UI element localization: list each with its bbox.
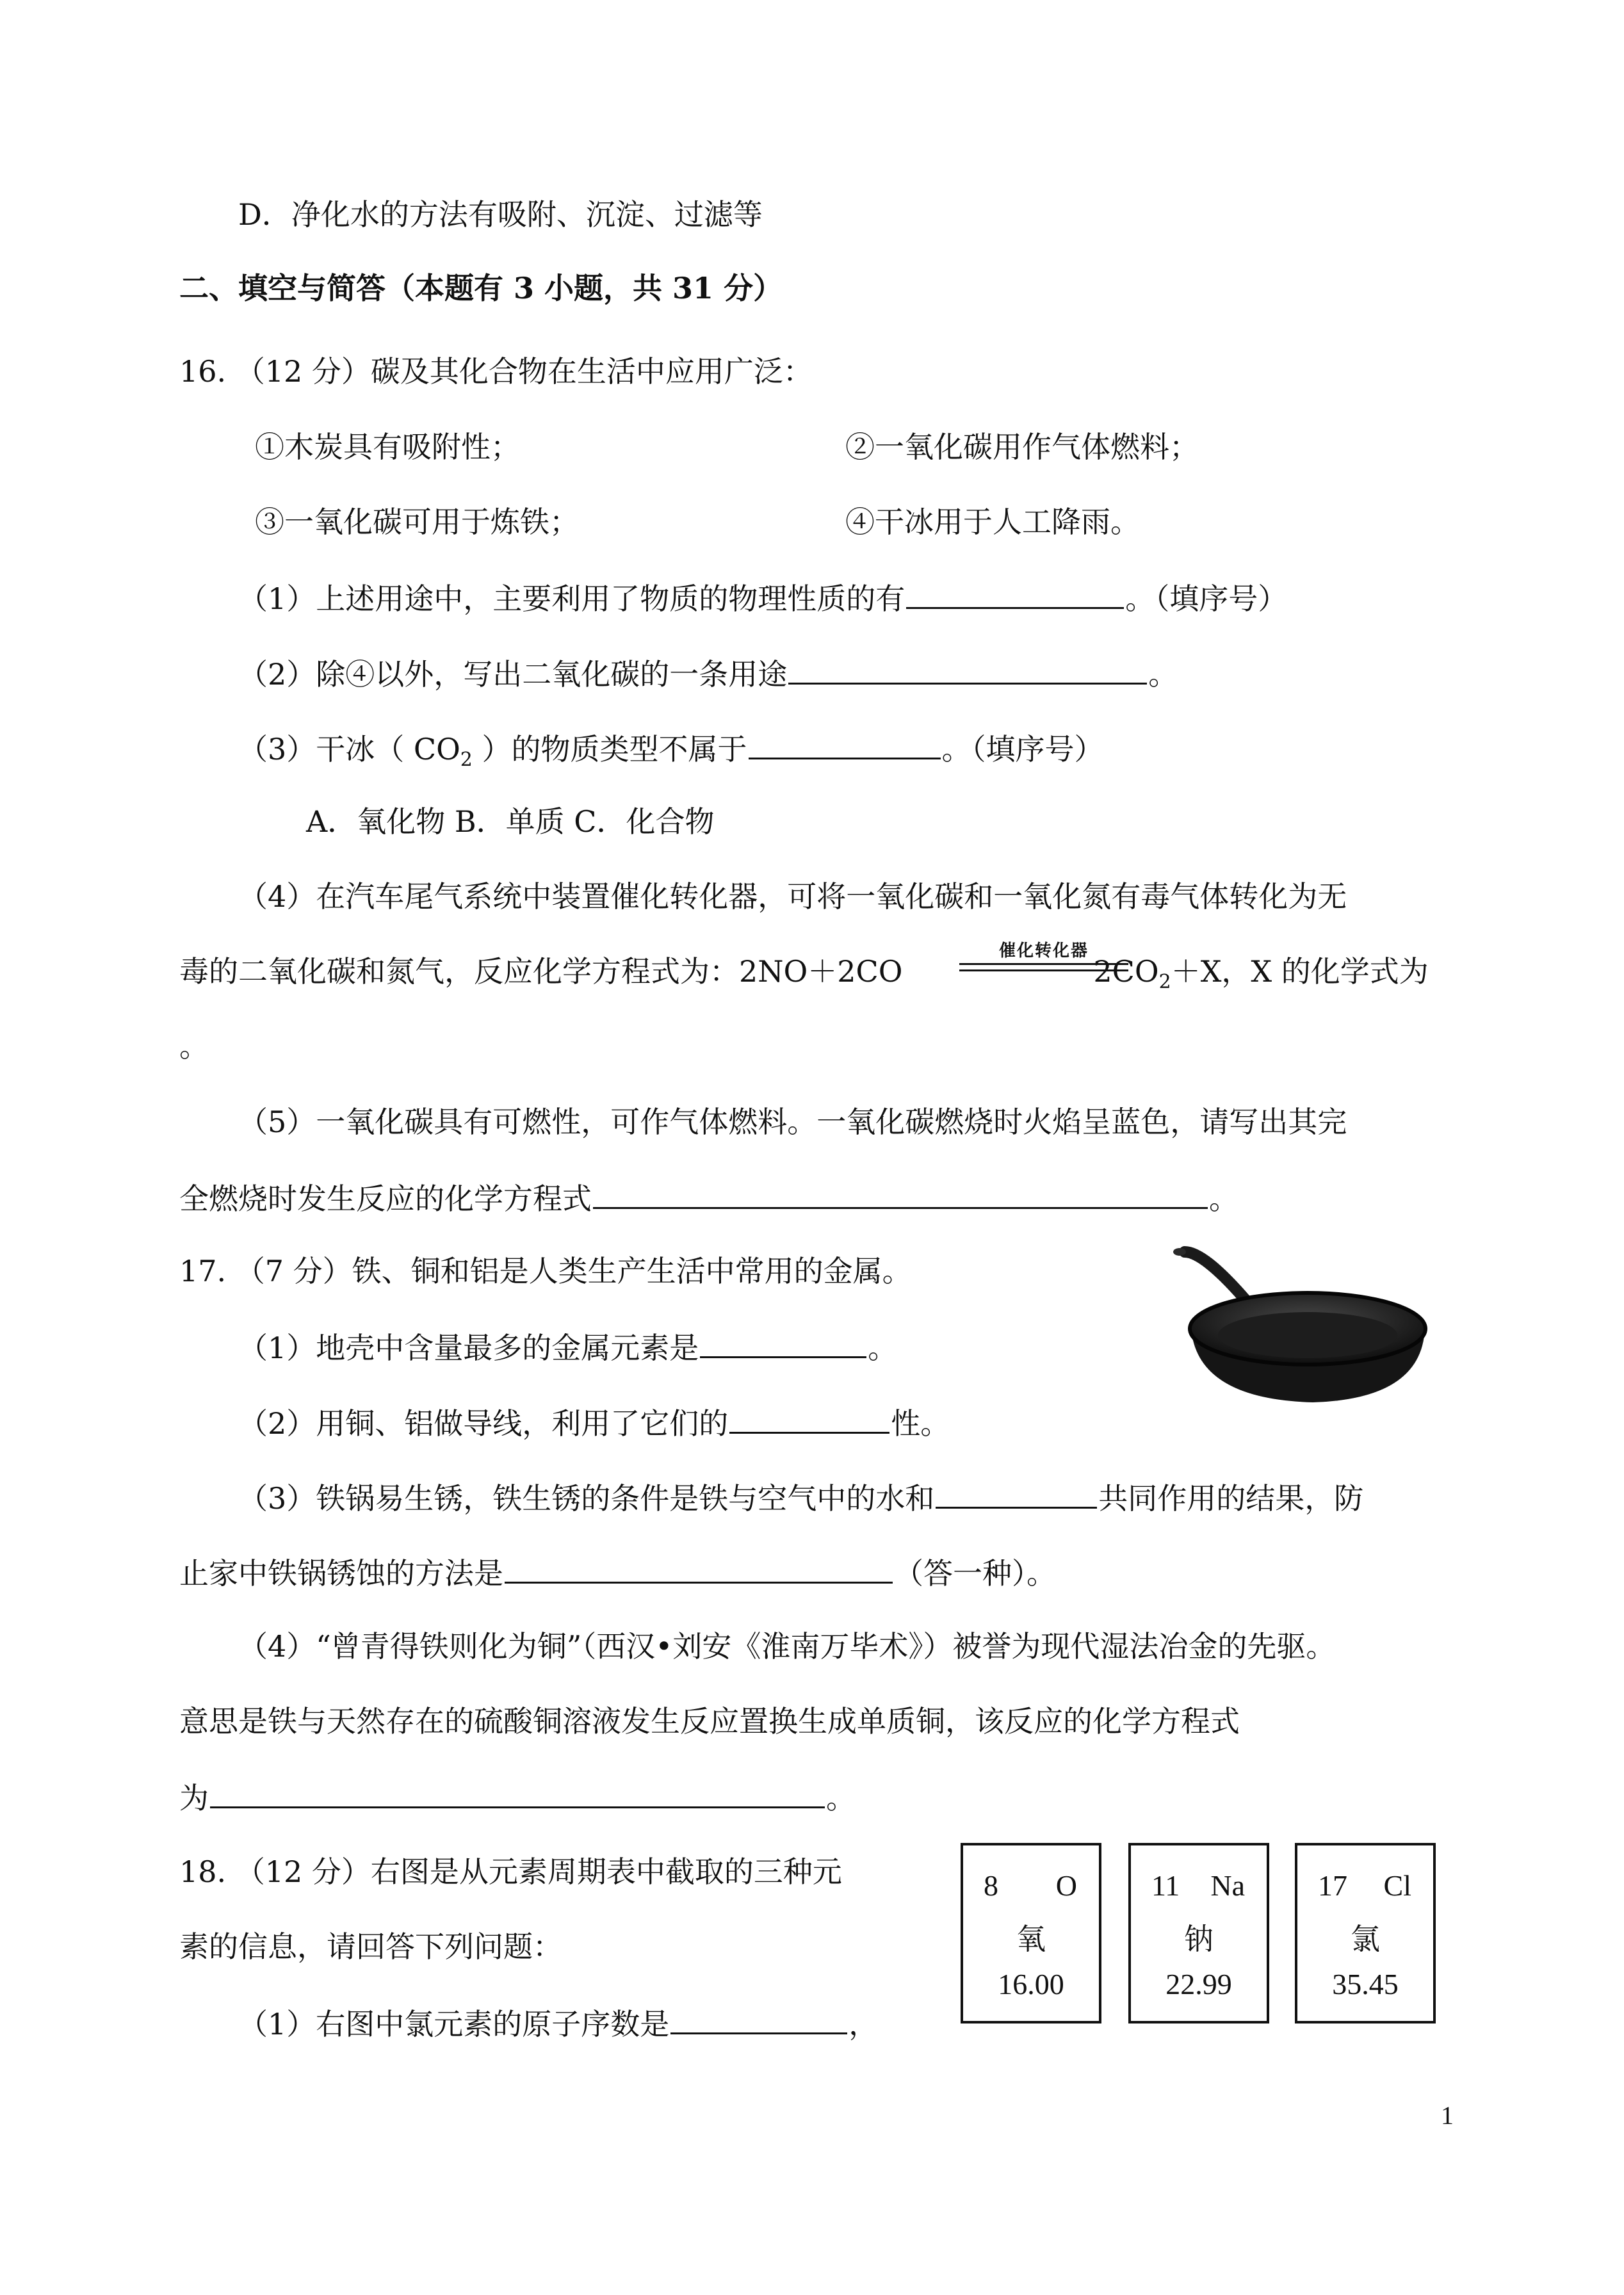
answer-blank[interactable] [788, 653, 1147, 685]
q16-part-5-line1: （5）一氧化碳具有可燃性，可作气体燃料。一氧化碳燃烧时火焰呈蓝色，请写出其完 [238, 1105, 1347, 1139]
q16-part-1 [238, 578, 1287, 618]
q16-3-suffix: 。（填序号） [941, 732, 1104, 766]
question-16-title: 16. （12 分）碳及其化合物在生活中应用广泛： [179, 354, 813, 389]
atomic-mass: 22.99 [1165, 1968, 1232, 2000]
q17-3-suffix: （答一种）。 [894, 1556, 1056, 1591]
q16-2-suffix: 。 [1148, 657, 1178, 692]
element-card-oxygen [961, 1843, 1101, 2023]
q17-2-suffix: 性。 [891, 1406, 950, 1441]
q16-1-suffix: 。（填序号） [1125, 581, 1288, 616]
question-18-line2: 素的信息，请回答下列问题： [179, 1929, 562, 1964]
subscript: 2 [1158, 971, 1171, 994]
q17-part-4-line1: （4）“曾青得铁则化为铜”（西汉•刘安《淮南万毕术》）被誉为现代湿法冶金的先驱。 [238, 1629, 1336, 1664]
q16-part-4-line1: （4）在汽车尾气系统中装置催化转化器，可将一氧化碳和一氧化氮有毒气体转化为无 [238, 879, 1347, 914]
element-name: 氯 [1351, 1923, 1380, 1956]
element-card-sodium [1128, 1843, 1269, 2023]
question-18-title: 18. （12 分）右图是从元素周期表中截取的三种元 [179, 1854, 842, 1889]
answer-blank[interactable] [749, 728, 941, 759]
q16-part-3 [238, 728, 1104, 779]
answer-blank[interactable] [505, 1552, 893, 1584]
answer-blank[interactable] [593, 1178, 1208, 1209]
element-card-chlorine [1295, 1843, 1436, 2023]
atomic-mass: 16.00 [998, 1968, 1064, 2000]
option-d: D．净化水的方法有吸附、沉淀、过滤等 [238, 197, 763, 232]
q16-5-suffix: 。 [1209, 1181, 1238, 1216]
atomic-number: 11 [1151, 1869, 1180, 1902]
section-heading: 二、填空与简答（本题有 3 小题，共 31 分） [179, 271, 783, 305]
q16-5-text: 全燃烧时发生反应的化学方程式 [179, 1181, 592, 1216]
q16-part-4-end: 。 [179, 1029, 209, 1064]
catalyst-label: 催化转化器 [998, 941, 1089, 961]
reaction-arrow [959, 941, 1128, 977]
answer-blank[interactable] [670, 2003, 847, 2034]
q16-part-4-line2 [179, 952, 1429, 1002]
frying-pan-icon [1159, 1239, 1428, 1412]
answer-blank[interactable] [210, 1777, 825, 1808]
q18-1-suffix: ， [849, 2007, 879, 2041]
q17-1-suffix: 。 [868, 1331, 898, 1365]
q16-1-text: （1）上述用途中，主要利用了物质的物理性质的有 [238, 581, 905, 616]
q17-part-3-line1 [238, 1477, 1363, 1518]
q16-2-text: （2）除④以外，写出二氧化碳的一条用途 [238, 657, 788, 692]
q17-part-1 [238, 1327, 897, 1367]
q17-part-2 [238, 1402, 950, 1443]
subscript: 2 [460, 749, 473, 772]
element-name: 钠 [1184, 1923, 1214, 1956]
answer-blank[interactable] [936, 1477, 1097, 1509]
element-symbol: Cl [1383, 1869, 1411, 1902]
q16-4-question: ＋X，X 的化学式为 [1171, 954, 1429, 989]
q17-3-text: （3）铁锅易生锈，铁生锈的条件是铁与空气中的水和 [238, 1481, 935, 1516]
q17-3-text3: 止家中铁锅锈蚀的方法是 [179, 1556, 503, 1591]
answer-blank[interactable] [906, 578, 1124, 609]
q16-3-text: （3）干冰（ CO [238, 732, 460, 766]
question-17-title: 17. （7 分）铁、铜和铝是人类生产生活中常用的金属。 [179, 1254, 912, 1288]
q16-3-text2: ）的物质类型不属于 [472, 732, 747, 766]
atomic-mass: 35.45 [1332, 1968, 1399, 2000]
q16-option-1: ①木炭具有吸附性； [255, 430, 520, 464]
q16-part-5-line2 [179, 1178, 1238, 1218]
element-name: 氧 [1016, 1923, 1046, 1956]
q18-1-text: （1）右图中氯元素的原子序数是 [238, 2007, 670, 2041]
answer-blank[interactable] [700, 1327, 866, 1358]
q16-option-2: ②一氧化碳用作气体燃料； [845, 430, 1199, 464]
q17-3-text2: 共同作用的结果，防 [1098, 1481, 1364, 1516]
q16-4-equation-right: 2CO [1093, 954, 1159, 989]
q17-part-4-line2: 意思是铁与天然存在的硫酸铜溶液发生反应置换生成单质铜，该反应的化学方程式 [179, 1704, 1240, 1739]
page-number: 1 [1441, 2101, 1454, 2130]
atomic-number: 17 [1318, 1869, 1347, 1902]
q16-part-2 [238, 653, 1178, 693]
q16-option-3: ③一氧化碳可用于炼铁； [255, 505, 579, 539]
atomic-number: 8 [984, 1869, 998, 1902]
q17-part-3-line2 [179, 1552, 1056, 1593]
equals-line-bottom [959, 969, 1128, 971]
q17-part-4-line3 [179, 1777, 856, 1817]
q17-1-text: （1）地壳中含量最多的金属元素是 [238, 1331, 699, 1365]
element-symbol: O [1055, 1869, 1077, 1902]
q17-4-text: 为 [179, 1781, 209, 1815]
q17-4-suffix: 。 [826, 1781, 856, 1815]
q16-4-equation-left: 毒的二氧化碳和氮气，反应化学方程式为：2NO＋2CO [179, 954, 903, 989]
q16-option-4: ④干冰用于人工降雨。 [845, 505, 1140, 539]
q17-2-text: （2）用铜、铝做导线，利用了它们的 [238, 1406, 729, 1441]
q18-part-1 [238, 2003, 878, 2043]
q16-3-choices: A．氧化物 B．单质 C．化合物 [306, 804, 715, 839]
element-symbol: Na [1210, 1869, 1245, 1902]
equals-line-top [959, 963, 1128, 965]
answer-blank[interactable] [729, 1402, 889, 1434]
